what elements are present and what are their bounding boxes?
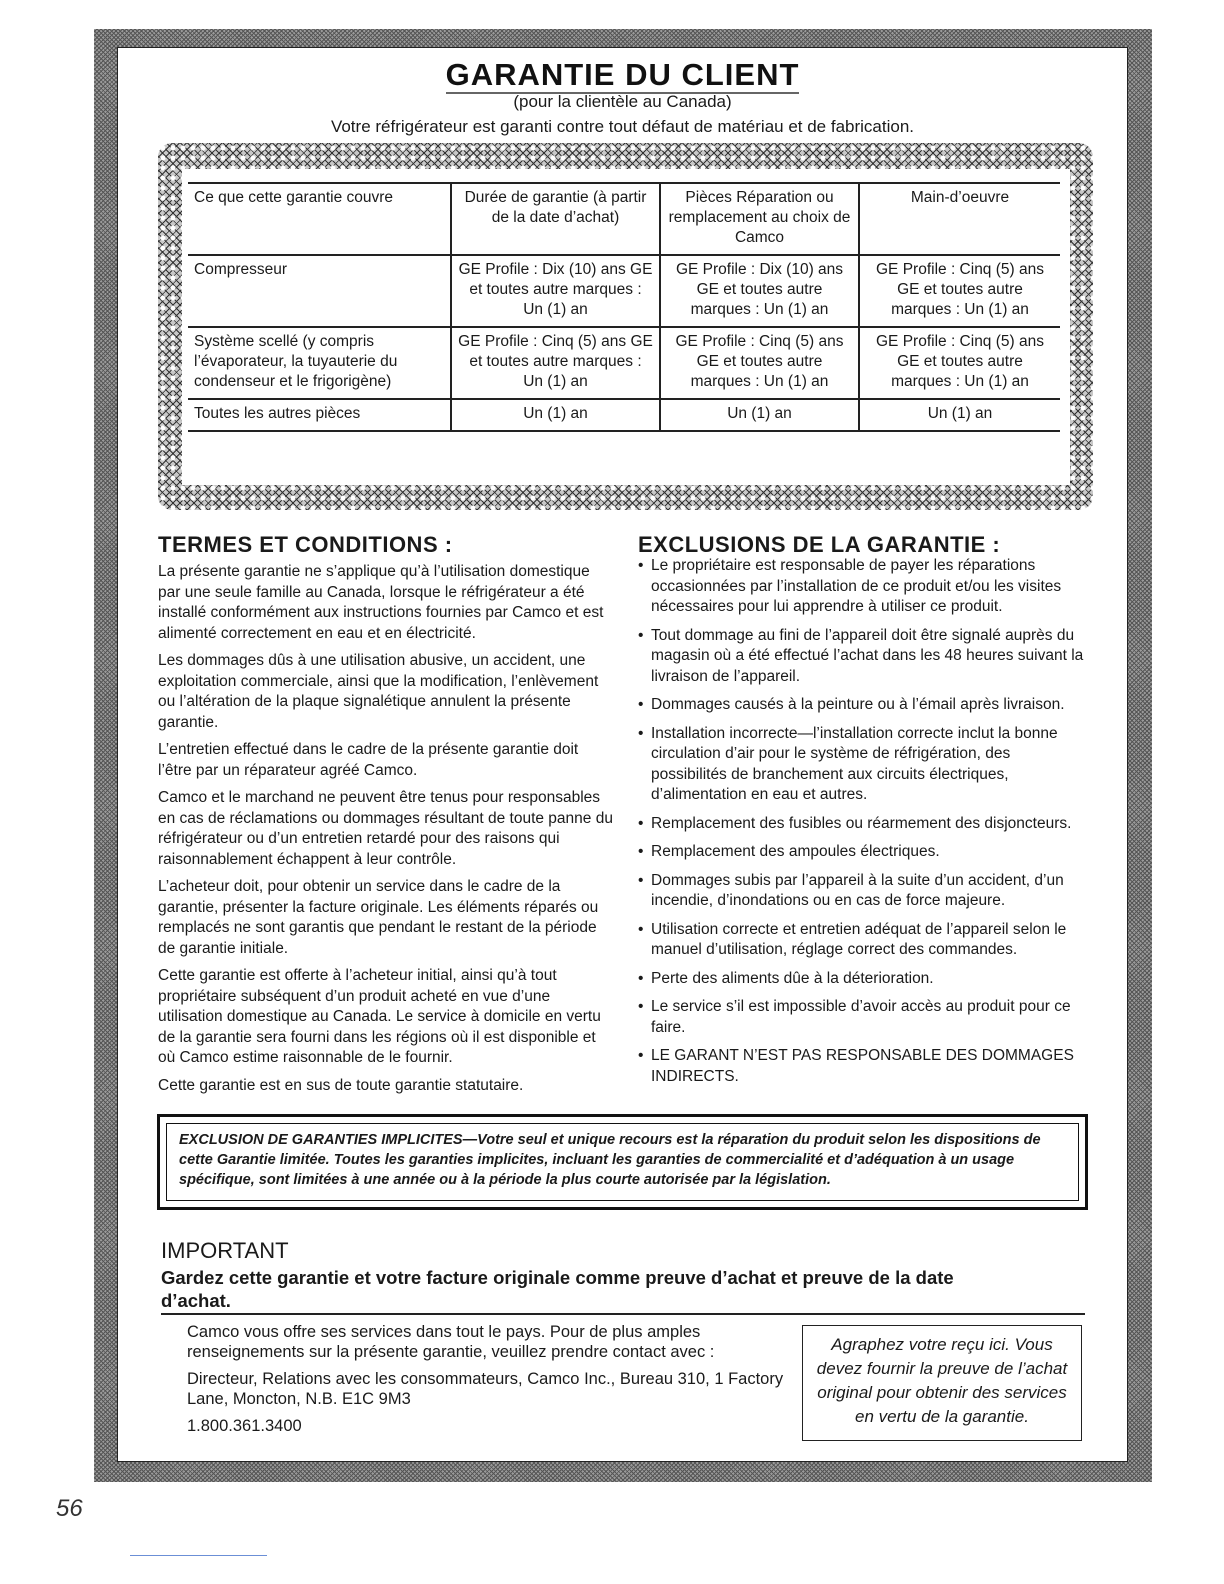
- row-parts: Un (1) an: [660, 399, 859, 431]
- terms-body: [158, 562, 613, 1103]
- header-duration: Durée de garantie (à partir de la date d’achat): [451, 183, 660, 255]
- important-title: IMPORTANT: [161, 1238, 289, 1263]
- row-duration: GE Profile : Dix (10) ans GE et toutes autre marques : Un (1) an: [451, 255, 660, 327]
- header-parts: Pièces Réparation ou remplacement au choix de Camco: [660, 183, 859, 255]
- implied-warranty-text: EXCLUSION DE GARANTIES IMPLICITES—Votre seul et unique recours est la réparation du produit selon les dispositions de cette Garantie limitée. Toutes les garanties implicites, incluant les garanties de commercialité et d’adéquation à un usage spécifique, sont limitées à une année ou à la période la plus courte autorisée par la législation.: [166, 1123, 1079, 1201]
- coverage-table: [188, 182, 1060, 432]
- list-item: • Perte des aliments dûe à la déterioration.: [638, 969, 1088, 990]
- list-item: • Remplacement des fusibles ou réarmement des disjoncteurs.: [638, 814, 1088, 835]
- row-labor: GE Profile : Cinq (5) ans GE et toutes autre marques : Un (1) an: [859, 327, 1060, 399]
- contact-phone: 1.800.361.3400: [187, 1417, 302, 1435]
- terms-paragraph: L’entretien effectué dans le cadre de la présente garantie doit l’être par un réparateur agréé Camco.: [158, 741, 579, 779]
- tagline: Votre réfrigérateur est garanti contre tout défaut de matériau et de fabrication.: [330, 117, 915, 136]
- divider: [161, 1313, 1085, 1315]
- footer-rule: [130, 1555, 267, 1556]
- table-row: [188, 399, 1060, 431]
- row-duration: Un (1) an: [451, 399, 660, 431]
- page-number: 56: [56, 1495, 83, 1522]
- table-row: [188, 327, 1060, 399]
- terms-paragraph: Camco et le marchand ne peuvent être tenus pour responsables en cas de réclamations ou dommages résultant de toute panne du réfrigérateur ou d’un entretien retardé pour des raisons qui raisonnablement échappent à leur contrôle.: [158, 789, 613, 868]
- list-item: • Dommages causés à la peinture ou à l’émail après livraison.: [638, 695, 1088, 716]
- subtitle: (pour la clientèle au Canada): [513, 92, 732, 111]
- row-item: Toutes les autres pièces: [188, 399, 451, 431]
- table-header-row: [188, 183, 1060, 255]
- terms-heading: TERMES ET CONDITIONS :: [158, 532, 453, 557]
- table-row: [188, 255, 1060, 327]
- row-labor: Un (1) an: [859, 399, 1060, 431]
- implied-warranty-box: [157, 1114, 1088, 1210]
- terms-paragraph: Les dommages dûs à une utilisation abusive, un accident, une exploitation commerciale, ainsi que la modification, l’enlèvement ou l’altération de la plaque signalétique annulent la présente garantie.: [158, 652, 599, 731]
- row-item: Compresseur: [188, 255, 451, 327]
- header-coverage: Ce que cette garantie couvre: [188, 183, 451, 255]
- row-parts: GE Profile : Dix (10) ans GE et toutes autre marques : Un (1) an: [660, 255, 859, 327]
- terms-paragraph: Cette garantie est offerte à l’acheteur initial, ainsi qu’à tout propriétaire subséquent d’un produit acheté en vue d’une utilisation domestique au Canada. Le service à domicile en vertu de la garantie sera fourni dans les régions où il est disponible et où Camco estime raisonnable de le fournir.: [158, 967, 601, 1066]
- list-item: • LE GARANT N’EST PAS RESPONSABLE DES DOMMAGES INDIRECTS.: [638, 1046, 1088, 1087]
- row-parts: GE Profile : Cinq (5) ans GE et toutes autre marques : Un (1) an: [660, 327, 859, 399]
- terms-paragraph: La présente garantie ne s’applique qu’à l’utilisation domestique par une seule famille au Canada, lorsque le réfrigérateur a été installé conformément aux instructions fournies par Camco et est alimenté correctement en eau et en électricité.: [158, 563, 604, 642]
- contact-address: Directeur, Relations avec les consommateurs, Camco Inc., Bureau 310, 1 Factory Lane, Moncton, N.B. E1C 9M3: [187, 1370, 784, 1408]
- page-title: GARANTIE DU CLIENT: [445, 57, 800, 92]
- row-labor: GE Profile : Cinq (5) ans GE et toutes autre marques : Un (1) an: [859, 255, 1060, 327]
- list-item: • Utilisation correcte et entretien adéquat de l’appareil selon le manuel d’utilisation, réglage correct des commandes.: [638, 920, 1088, 961]
- contact-info: [187, 1323, 797, 1445]
- contact-intro: Camco vous offre ses services dans tout le pays. Pour de plus amples renseignements sur la présente garantie, veuillez prendre contact avec :: [187, 1323, 715, 1361]
- list-item: • Installation incorrecte—l’installation correcte inclut la bonne circulation d’air pour le système de réfrigération, des possibilités de branchement aux circuits électriques, d’alimentation en eau et autres.: [638, 724, 1088, 806]
- row-item: Système scellé (y compris l’évaporateur, la tuyauterie du condenseur et le frigorigène): [188, 327, 451, 399]
- row-duration: GE Profile : Cinq (5) ans GE et toutes autre marques : Un (1) an: [451, 327, 660, 399]
- exclusions-list: [638, 556, 1088, 1087]
- staple-receipt-box: Agraphez votre reçu ici. Vous devez fournir la preuve de l’achat original pour obtenir des services en vertu de la garantie.: [802, 1325, 1082, 1441]
- list-item: • Le service s’il est impossible d’avoir accès au produit pour ce faire.: [638, 997, 1088, 1038]
- terms-paragraph: Cette garantie est en sus de toute garantie statutaire.: [158, 1076, 524, 1094]
- list-item: • Le propriétaire est responsable de payer les réparations occasionnées par l’installation de ce produit et/ou les visites nécessaires pour lui apprendre à utiliser ce produit.: [638, 556, 1088, 618]
- list-item: • Remplacement des ampoules électriques.: [638, 842, 1088, 863]
- list-item: • Dommages subis par l’appareil à la suite d’un accident, d’un incendie, d’inondations ou en cas de force majeure.: [638, 871, 1088, 912]
- keep-warranty-notice: Gardez cette garantie et votre facture originale comme preuve d’achat et preuve de la date d’achat.: [161, 1267, 954, 1311]
- exclusions-body: [638, 556, 1088, 1095]
- list-item: • Tout dommage au fini de l’appareil doit être signalé auprès du magasin où a été effectué l’achat dans les 48 heures suivant la livraison de l’appareil.: [638, 626, 1088, 688]
- terms-paragraph: L’acheteur doit, pour obtenir un service dans le cadre de la garantie, présenter la facture originale. Les éléments réparés ou remplacés ne sont garantis que pendant le restant de la période de garantie initiale.: [158, 878, 599, 957]
- exclusions-heading: EXCLUSIONS DE LA GARANTIE :: [638, 532, 1001, 557]
- header-labor: Main-d’oeuvre: [859, 183, 1060, 255]
